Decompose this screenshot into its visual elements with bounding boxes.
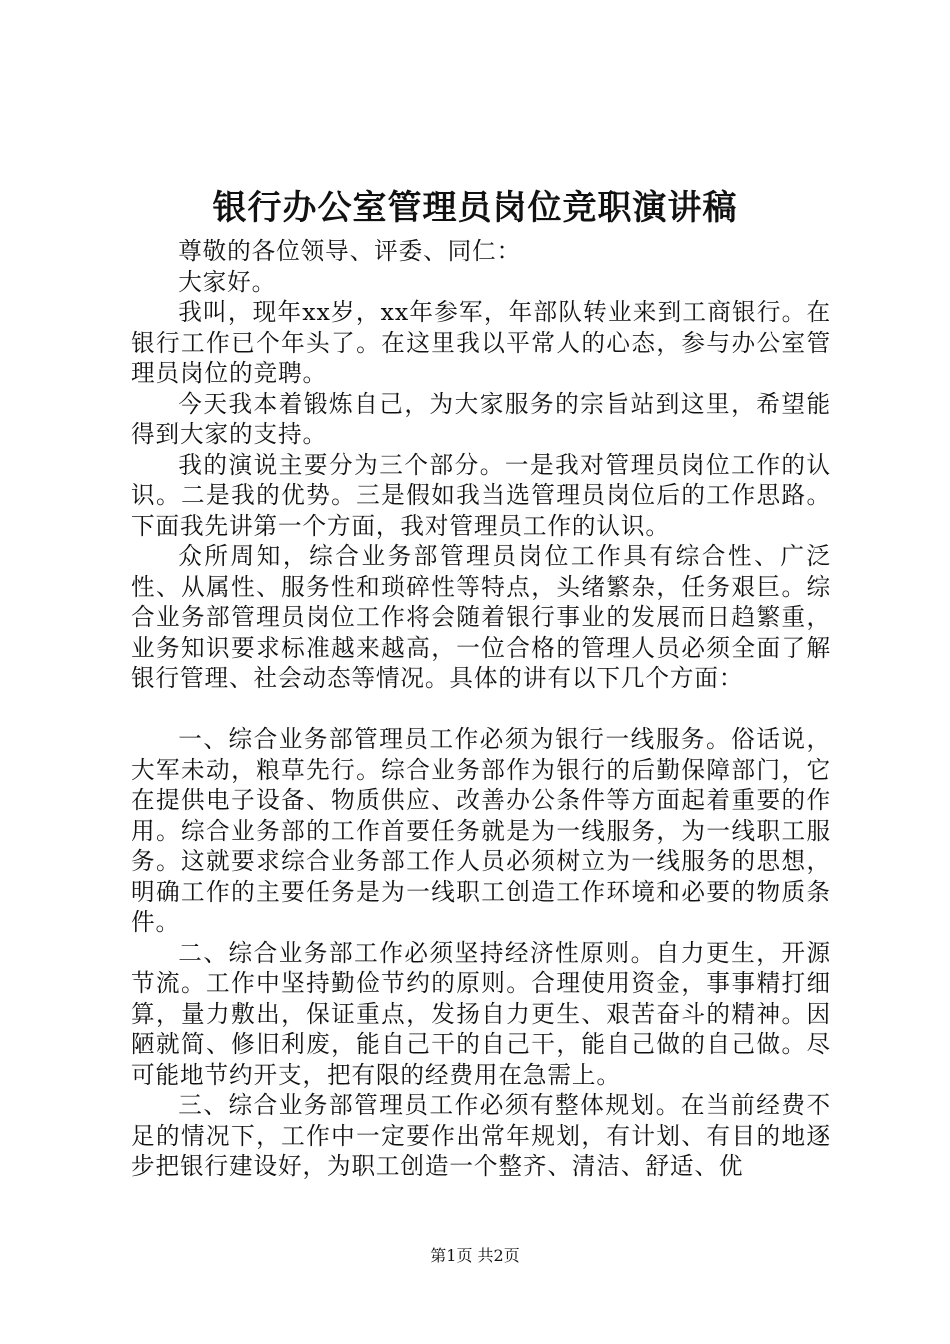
document-title: 银行办公室管理员岗位竞职演讲稿 — [212, 188, 738, 228]
paragraph-point-1: 一、综合业务部管理员工作必须为银行一线服务。俗话说，大军未动，粮草先行。综合业务部作为银行的后勤保障部门，它在提供电子设备、物质供应、改善办公条件等方面起着重要的作用。综合业务部的工作首要任务就是为一线服务，为一线职工服务。这就要求综合业务部工作人员必须树立为一线服务的思想，明确工作的主要任务是为一线职工创造工作环境和必要的物质条件。 — [131, 725, 831, 936]
paragraph-outline: 我的演说主要分为三个部分。一是我对管理员岗位工作的认识。二是我的优势。三是假如我当选管理员岗位后的工作思路。下面我先讲第一个方面，我对管理员工作的认识。 — [131, 450, 831, 540]
paragraph-point-2: 二、综合业务部工作必须坚持经济性原则。自力更生，开源节流。工作中坚持勤俭节约的原则。合理使用资金，事事精打细算，量力敷出，保证重点，发扬自力更生、艰苦奋斗的精神。因陋就简、修旧利废，能自己干的自己干，能自己做的自己做。尽可能地节约开支，把有限的经费用在急需上。 — [131, 938, 831, 1089]
page-footer: 第1页 共2页 — [430, 1246, 520, 1265]
document-body — [131, 236, 831, 1182]
paragraph-point-3: 三、综合业务部管理员工作必须有整体规划。在当前经费不足的情况下，工作中一定要作出常年规划，有计划、有目的地逐步把银行建设好，为职工创造一个整齐、清洁、舒适、优 — [131, 1091, 831, 1180]
paragraph-intro: 我叫，现年xx岁，xx年参军，年部队转业来到工商银行。在银行工作已个年头了。在这里我以平常人的心态，参与办公室管理员岗位的竞聘。 — [131, 298, 831, 387]
paragraph-purpose: 今天我本着锻炼自己，为大家服务的宗旨站到这里，希望能得到大家的支持。 — [131, 389, 831, 448]
paragraph-overview: 众所周知，综合业务部管理员岗位工作具有综合性、广泛性、从属性、服务性和琐碎性等特点，头绪繁杂，任务艰巨。综合业务部管理员岗位工作将会随着银行事业的发展而日趋繁重，业务知识要求标准越来越高，一位合格的管理人员必须全面了解银行管理、社会动态等情况。具体的讲有以下几个方面： — [131, 542, 831, 692]
paragraph-greeting: 尊敬的各位领导、评委、同仁： — [178, 237, 522, 265]
paragraph-hello: 大家好。 — [178, 267, 277, 296]
